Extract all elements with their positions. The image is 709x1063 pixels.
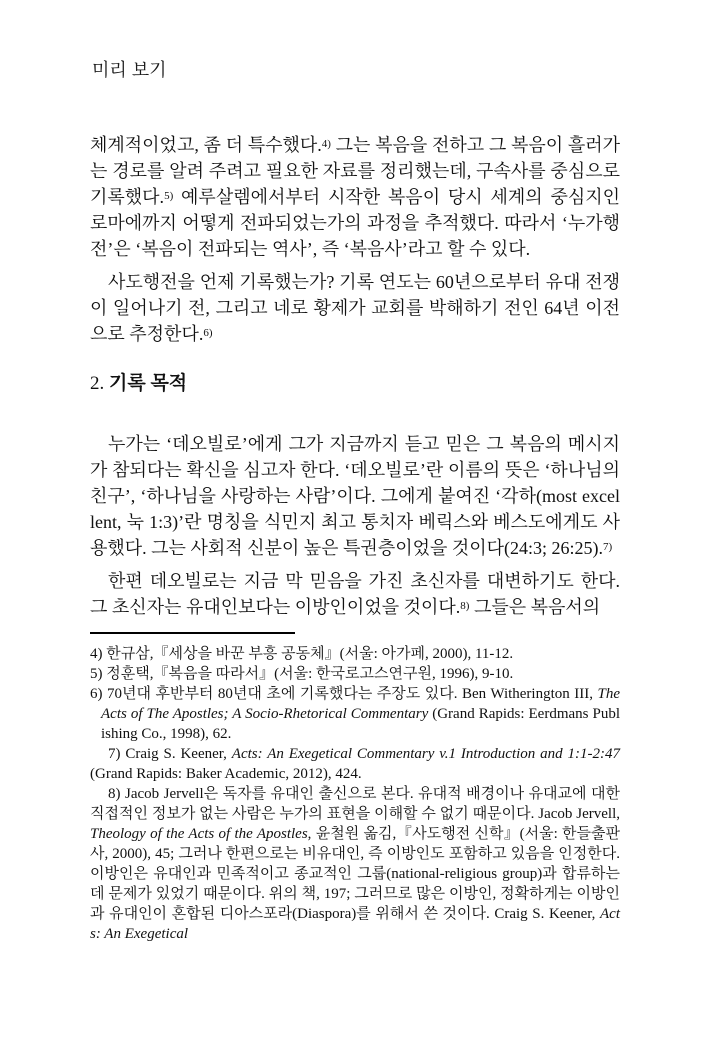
text-run: 2. bbox=[90, 373, 109, 394]
text-run: 예루살렘에서부터 시작한 복음이 당시 세계의 중심지인 로마에까지 어떻게 전파되었는가의 과정을 추적했다. 따라서 ‘누가행전’은 ‘복음이 전파되는 역사’, 즉 ‘복음사’라고 할 수 있다. bbox=[90, 187, 620, 259]
text-run: Acts: An Exegetical bbox=[90, 906, 620, 942]
text-run: 한편 데오빌로는 지금 막 믿음을 가진 초신자를 대변하기도 한다. 그 초신자는 유대인보다는 이방인이었을 것이다. bbox=[90, 571, 620, 617]
text-run: Acts: An Exegetical Commentary v.1 Introduction and 1:1-2:47 bbox=[231, 746, 620, 762]
text-run: 4) 한규삼,『세상을 바꾼 부흥 공동체』(서울: 아가페, 2000), 11-12. bbox=[90, 646, 514, 662]
preview-header: 미리 보기 bbox=[92, 60, 167, 80]
document-body bbox=[90, 132, 620, 620]
footnote-separator bbox=[90, 632, 295, 634]
footnote-7 bbox=[90, 744, 620, 784]
text-run: , 윤철원 옮김,『사도행전 신학』(서울: 한들출판사, 2000), 45; 그러나 한편으로는 비유대인, 즉 이방인도 포함하고 있음을 인정한다. 이방인은 유대인과 민족적이고 종교적인 그룹(national-religious group)과 합류하는 데 문제가 있었기 때문이다. 위의 책, 197; 그러므로 많은 이방인, 정확하게는 이방인과 유대인이 혼합된 디아스포라(Diaspora)를 위해서 쓴 것이다. Craig S. Keener, bbox=[90, 826, 620, 922]
section-heading bbox=[90, 371, 620, 397]
footnote-ref: 7) bbox=[603, 541, 613, 553]
footnote-6 bbox=[90, 684, 620, 744]
footnote-ref: 6) bbox=[203, 327, 213, 339]
paragraph-4 bbox=[90, 568, 620, 620]
text-run: 기록 목적 bbox=[109, 373, 188, 394]
text-run: 사도행전을 언제 기록했는가? 기록 연도는 60년으로부터 유대 전쟁이 일어나기 전, 그리고 네로 황제가 교회를 박해하기 전인 64년 이전으로 추정한다. bbox=[90, 272, 620, 344]
text-run: 5) 정훈택,『복음을 따라서』(서울: 한국로고스연구원, 1996), 9-10. bbox=[90, 666, 514, 682]
text-run: (Grand Rapids: Baker Academic, 2012), 424. bbox=[90, 766, 362, 782]
text-run: The Acts of The Apostles; A Socio-Rhetorical Commentary bbox=[101, 686, 620, 722]
footnote-5 bbox=[90, 664, 620, 684]
text-run: 그는 복음을 전하고 그 복음이 흘러가는 경로를 알려 주려고 필요한 자료를 정리했는데, 구속사를 중심으로 기록했다. bbox=[90, 135, 621, 207]
footnotes bbox=[90, 644, 620, 944]
paragraph-1 bbox=[90, 132, 620, 262]
text-run: 누가는 ‘데오빌로’에게 그가 지금까지 듣고 믿은 그 복음의 메시지가 참되다는 확신을 심고자 한다. ‘데오빌로’란 이름의 뜻은 ‘하나님의 친구’, ‘하나님을 사랑하는 사람’이다. 그에게 붙여진 ‘각하(most excellent, 눅 1:3)’란 명칭을 식민지 최고 통치자 베릭스와 베스도에게도 사용했다. 그는 사회적 신분이 높은 특권층이었을 것이다(24:3; 26:25). bbox=[90, 434, 620, 558]
text-run: 7) Craig S. Keener, bbox=[108, 746, 232, 762]
text-run: 6) 70년대 후반부터 80년대 초에 기록했다는 주장도 있다. Ben Witherington III, bbox=[90, 686, 598, 702]
footnote-ref: 5) bbox=[164, 190, 174, 202]
footnote-8 bbox=[90, 784, 620, 944]
footnote-ref: 4) bbox=[321, 138, 331, 150]
paragraph-3 bbox=[90, 431, 620, 561]
text-run: Theology of the Acts of the Apostles bbox=[90, 826, 308, 842]
text-run: (Grand Rapids: Eerdmans Publishing Co., 1998), 62. bbox=[101, 706, 620, 742]
text-run: 체계적이었고, 좀 더 특수했다. bbox=[90, 135, 322, 155]
paragraph-2 bbox=[90, 269, 620, 347]
footnote-ref: 8) bbox=[460, 600, 470, 612]
text-run: 그들은 복음서의 bbox=[469, 597, 601, 617]
text-run: 8) Jacob Jervell은 독자를 유대인 출신으로 본다. 유대적 배경이나 유대교에 대한 직접적인 정보가 없는 사람은 누가의 표현을 이해할 수 없기 때문이다. Jacob Jervell, bbox=[90, 786, 620, 822]
footnote-4 bbox=[90, 644, 620, 664]
